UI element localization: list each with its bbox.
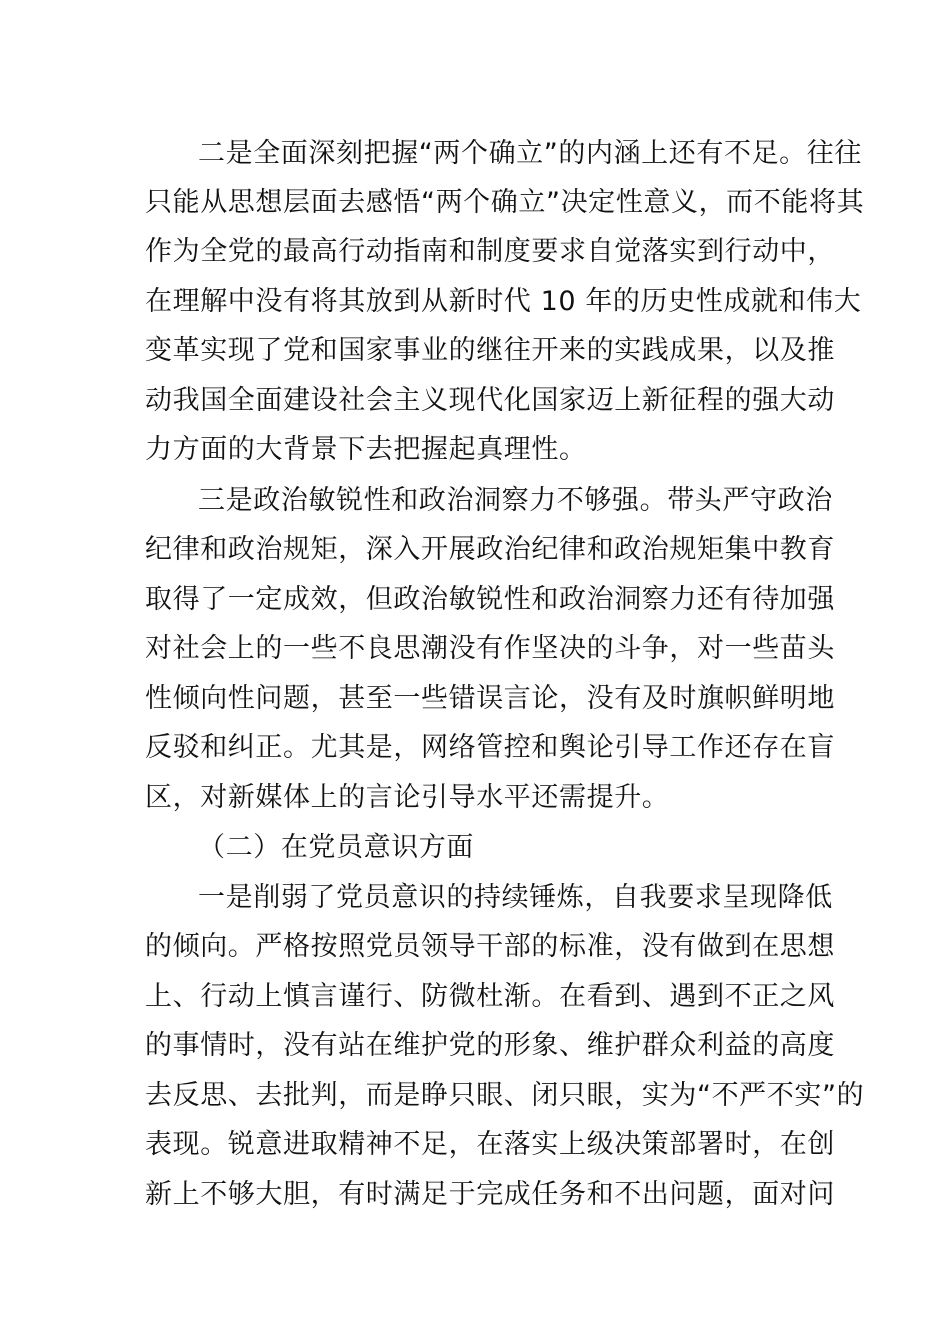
paragraph-line: 区，对新媒体上的言论引导水平还需提升。	[145, 782, 670, 813]
paragraph-line: 作为全党的最高行动指南和制度要求自觉落实到行动中，	[145, 236, 835, 267]
paragraph-line: 的事情时，没有站在维护党的形象、维护群众利益的高度	[145, 1030, 835, 1061]
paragraph-line: 在理解中没有将其放到从新时代 10 年的历史性成就和伟大	[145, 286, 862, 317]
paragraph-line: 对社会上的一些不良思潮没有作坚决的斗争，对一些苗头	[145, 633, 835, 664]
paragraph-line: 上、行动上慎言谨行、防微杜渐。在看到、遇到不正之风	[145, 981, 835, 1012]
paragraph-line: 只能从思想层面去感悟“两个确立”决定性意义，而不能将其	[145, 187, 865, 218]
paragraph-line: 力方面的大背景下去把握起真理性。	[145, 434, 587, 465]
paragraph-line: 纪律和政治规矩，深入开展政治纪律和政治规矩集中教育	[145, 534, 835, 565]
paragraph-line: 二是全面深刻把握“两个确立”的内涵上还有不足。往往	[198, 138, 862, 169]
paragraph-line: 动我国全面建设社会主义现代化国家迈上新征程的强大动	[145, 385, 835, 416]
paragraph-line: 三是政治敏锐性和政治洞察力不够强。带头严守政治	[198, 485, 833, 516]
paragraph-line: 新上不够大胆，有时满足于完成任务和不出问题，面对问	[145, 1179, 835, 1210]
paragraph-line: 性倾向性问题，甚至一些错误言论，没有及时旗帜鲜明地	[145, 683, 835, 714]
paragraph-line: 的倾向。严格按照党员领导干部的标准，没有做到在思想	[145, 931, 835, 962]
paragraph-line: 表现。锐意进取精神不足，在落实上级决策部署时，在创	[145, 1129, 835, 1160]
paragraph-line: 取得了一定成效，但政治敏锐性和政治洞察力还有待加强	[145, 584, 835, 615]
paragraph-line: 去反思、去批判，而是睁只眼、闭只眼，实为“不严不实”的	[145, 1080, 865, 1111]
paragraph-line: 反驳和纠正。尤其是，网络管控和舆论引导工作还存在盲	[145, 732, 835, 763]
paragraph-line: 变革实现了党和国家事业的继往开来的实践成果，以及推	[145, 335, 835, 366]
paragraph-line: 一是削弱了党员意识的持续锤炼，自我要求呈现降低	[198, 882, 833, 913]
section-heading: （二）在党员意识方面	[198, 832, 474, 863]
